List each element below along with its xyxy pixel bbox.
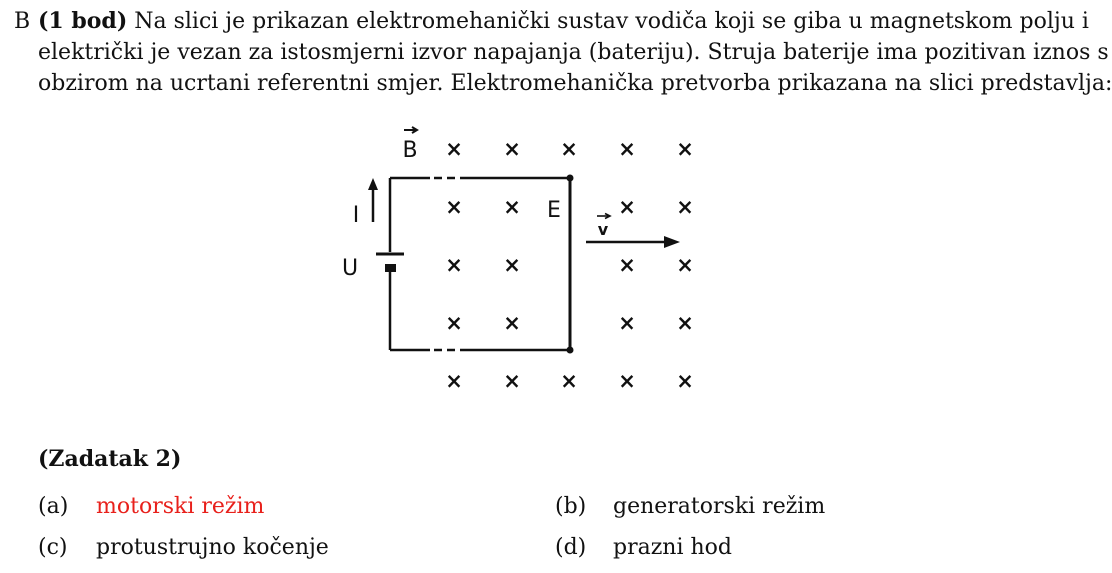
- option-b-text: generatorski režim: [613, 494, 826, 519]
- field-cross: ×: [445, 137, 463, 161]
- option-c-label: (c): [38, 535, 68, 560]
- option-b-label: (b): [555, 494, 587, 519]
- field-cross: ×: [618, 137, 636, 161]
- option-a-label: (a): [38, 494, 69, 519]
- question-line-3: obzirom na ucrtani referentni smjer. Elektromehanička pretvorba prikazana na slici predstavlja:: [38, 71, 1112, 96]
- field-cross: ×: [618, 253, 636, 277]
- field-cross: ×: [445, 369, 463, 393]
- option-c-text: protustrujno kočenje: [96, 535, 329, 560]
- field-cross: ×: [618, 195, 636, 219]
- field-cross: ×: [445, 253, 463, 277]
- voltage-label: U: [341, 256, 359, 281]
- option-b[interactable]: [555, 494, 825, 519]
- option-a-text: motorski režim: [96, 494, 265, 519]
- field-cross: ×: [503, 137, 521, 161]
- field-cross: ×: [618, 311, 636, 335]
- field-cross: ×: [503, 311, 521, 335]
- question-text-1: Na slici je prikazan elektromehanički sustav vodiča koji se giba u magnetskom polju i: [134, 9, 1089, 34]
- field-cross: ×: [503, 369, 521, 393]
- option-a[interactable]: [38, 494, 264, 519]
- field-cross: ×: [503, 253, 521, 277]
- field-cross: ×: [618, 369, 636, 393]
- current-label: I: [352, 203, 360, 228]
- task-title: (Zadatak 2): [38, 446, 182, 472]
- circuit-wires: [390, 178, 570, 350]
- field-cross: ×: [676, 195, 694, 219]
- moving-conductor: [567, 175, 574, 354]
- field-cross: ×: [676, 253, 694, 277]
- option-d-label: (d): [555, 535, 587, 560]
- velocity-label: v: [597, 220, 609, 239]
- question-line-2: električki je vezan za istosmjerni izvor napajanja (bateriju). Struja baterije ima pozitivan iznos s: [38, 40, 1109, 65]
- question-block: [14, 6, 1112, 99]
- field-cross: ×: [676, 369, 694, 393]
- question-label: B: [14, 9, 31, 34]
- circuit-figure: [330, 118, 730, 403]
- field-cross: ×: [503, 195, 521, 219]
- current-arrow-icon: [368, 178, 378, 222]
- option-d[interactable]: [555, 535, 732, 560]
- question-points: (1 bod): [38, 8, 128, 34]
- option-d-text: prazni hod: [613, 535, 733, 560]
- field-vector-arrow-icon: [404, 127, 417, 133]
- field-cross: ×: [676, 137, 694, 161]
- field-cross: ×: [560, 369, 578, 393]
- circuit-diagram: [330, 118, 730, 403]
- option-c[interactable]: [38, 535, 329, 560]
- field-cross: ×: [560, 137, 578, 161]
- field-cross: ×: [445, 311, 463, 335]
- field-label: B: [402, 138, 418, 163]
- field-cross: ×: [445, 195, 463, 219]
- question-line-1: [14, 6, 1094, 37]
- battery-icon: [376, 254, 404, 272]
- emf-label: E: [547, 198, 561, 223]
- field-cross: ×: [676, 311, 694, 335]
